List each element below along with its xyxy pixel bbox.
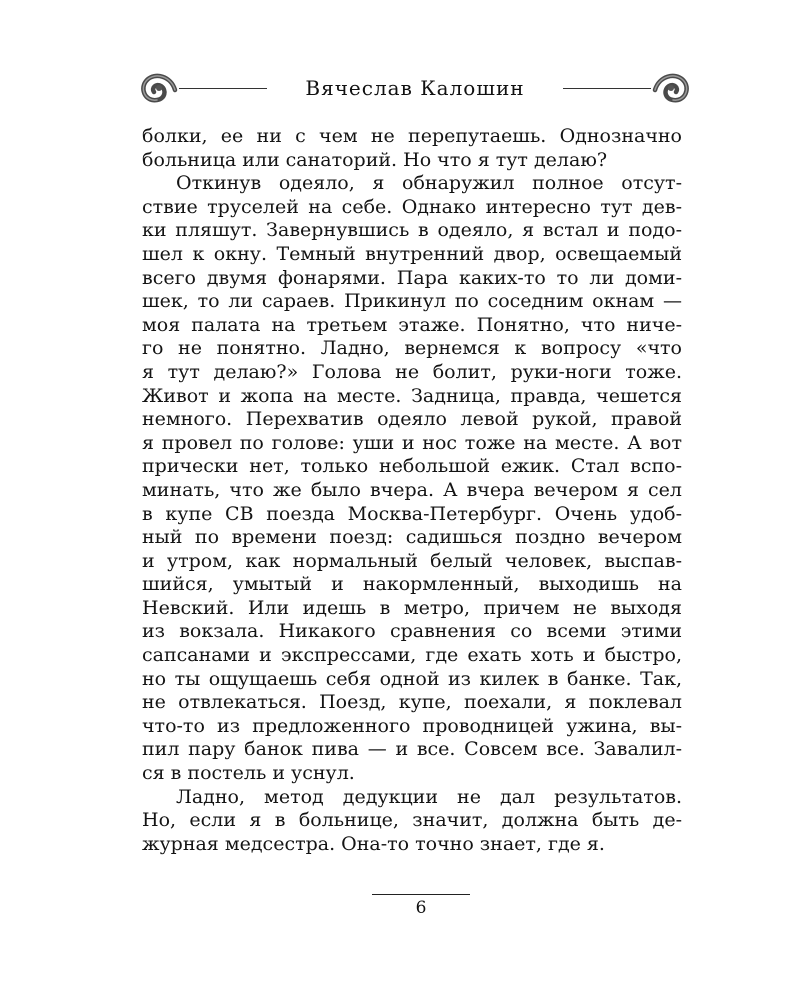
text-line: прически нет, только небольшой ежик. Стал вспо- [142,455,682,478]
running-header [135,64,695,112]
text-line: Живот и жопа на месте. Задница, правда, чешется [142,384,682,407]
text-line: шел к окну. Темный внутренний двор, освещаемый [142,242,682,265]
text-line: Откинув одеяло, я обнаружил полное отсут- [176,172,682,195]
text-line: Невский. Или идешь в метро, причем не выходя [142,596,682,619]
text-line: что-то из предложенного проводницей ужина, вы- [142,714,682,737]
text-line: ся в постель и уснул. [142,762,355,785]
header-rule-right [563,88,651,89]
text-line: Ладно, метод дедукции не дал результатов. [176,785,682,808]
text-line: больница или санаторий. Но что я тут делаю? [142,148,608,171]
text-line: шийся, умытый и накормленный, выходишь на [142,573,682,596]
text-line: в купе СВ поезда Москва-Петербург. Очень удоб- [142,502,682,525]
text-line: я тут делаю?» Голова не болит, руки-ноги тоже. [142,360,682,383]
text-line: ки пляшут. Завернувшись в одеяло, я встал и подо- [142,219,682,242]
text-line: но ты ощущаешь себя одной из килек в банке. Так, [142,667,682,690]
page-number: 6 [415,898,427,918]
text-line: не отвлекаться. Поезд, купе, поехали, я поклевал [142,691,682,714]
footer-rule [372,894,470,895]
text-line: ствие труселей на себе. Однако интересно тут дев- [142,195,682,218]
text-line: минать, что же было вчера. А вчера вечером я сел [142,478,682,501]
text-line: пил пару банок пива — и все. Совсем все. Завалил- [142,738,682,761]
text-line: болки, ее ни с чем не перепутаешь. Однозначно [142,125,682,147]
running-title: Вячеслав Калошин [305,76,525,100]
text-line: сапсанами и экспрессами, где ехать хоть и быстро, [142,644,682,667]
text-line: го не понятно. Ладно, вернемся к вопросу «что [142,337,682,360]
text-line: немного. Перехватив одеяло левой рукой, правой [142,408,682,431]
text-line: Но, если я в больнице, значит, должна быть де- [142,809,682,832]
text-line: ный по времени поезд: садишься поздно вечером [142,526,682,549]
swirl-ornament-icon [647,64,695,112]
text-line: и утром, как нормальный белый человек, выспав- [142,549,682,572]
body-text [142,125,682,856]
text-line: из вокзала. Никакого сравнения со всеми этими [142,620,682,643]
text-line: журная медсестра. Она-то точно знает, где я. [142,832,605,855]
text-line: я провел по голове: уши и нос тоже на месте. А вот [142,431,682,454]
text-line: шек, то ли сараев. Прикинул по соседним окнам — [142,290,682,313]
text-line: всего двумя фонарями. Пара каких-то то ли доми- [142,266,682,289]
text-line: моя палата на третьем этаже. Понятно, что ниче- [142,313,682,336]
